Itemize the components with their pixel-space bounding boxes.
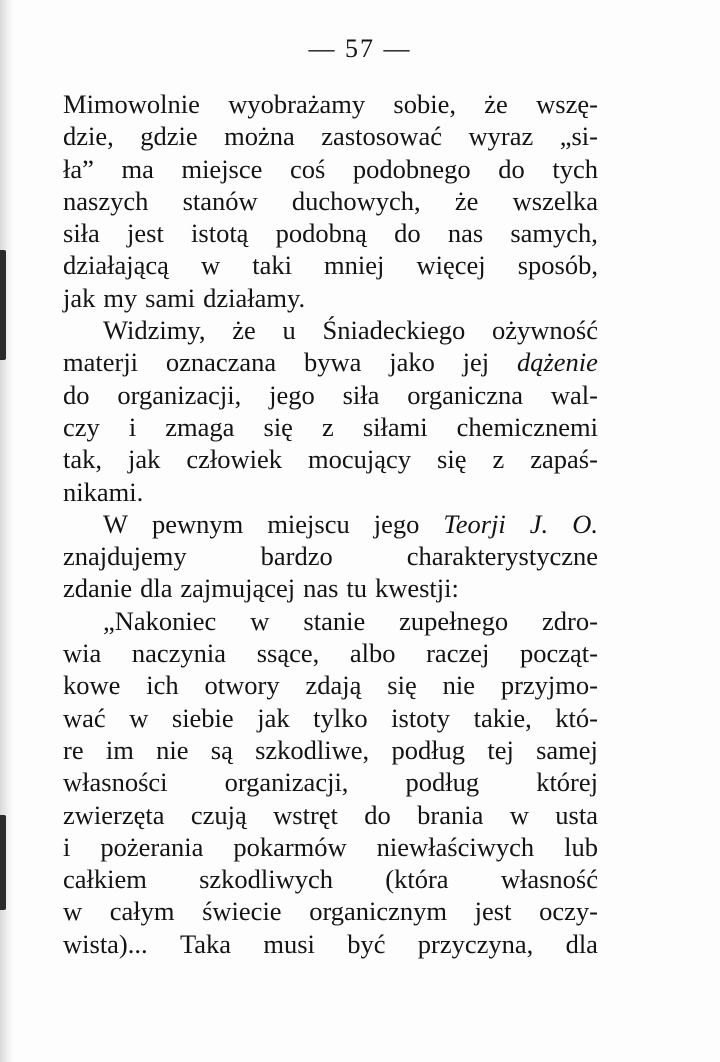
word: w bbox=[509, 799, 529, 830]
text-line bbox=[63, 282, 598, 314]
word: jako bbox=[389, 347, 435, 378]
word: ożywność bbox=[492, 315, 598, 346]
word: w bbox=[129, 702, 149, 733]
word: jak bbox=[128, 444, 161, 475]
word: u bbox=[282, 315, 296, 346]
word: wać bbox=[63, 702, 106, 733]
word: z bbox=[492, 444, 505, 475]
word: nie bbox=[442, 670, 475, 701]
word: sami bbox=[145, 282, 196, 313]
word: zmaga bbox=[165, 411, 235, 442]
text-line bbox=[63, 605, 598, 637]
word: podobnego bbox=[352, 153, 471, 184]
word: własności bbox=[63, 767, 168, 798]
word: nas bbox=[303, 573, 339, 604]
scan-edge-mark bbox=[0, 250, 6, 360]
word: szkodliwe, bbox=[255, 734, 370, 765]
word: otwory bbox=[204, 670, 280, 701]
word: wstręt bbox=[273, 799, 338, 830]
word: jej bbox=[462, 347, 490, 378]
word: świecie bbox=[202, 896, 282, 927]
word: wyobrażamy bbox=[228, 89, 366, 119]
word: szkodliwych bbox=[199, 864, 334, 895]
word: nas bbox=[447, 218, 484, 249]
word: organiczna bbox=[407, 379, 523, 410]
word: mniej bbox=[324, 250, 385, 281]
word: w bbox=[250, 605, 270, 636]
text-line bbox=[63, 928, 598, 960]
word: „Nakoniec bbox=[103, 605, 217, 636]
word: mocujący bbox=[308, 444, 412, 475]
word: niewłaściwych bbox=[376, 831, 535, 862]
word: brania bbox=[417, 799, 484, 830]
emphasized-word: J. bbox=[529, 508, 549, 539]
word: ich bbox=[146, 670, 179, 701]
word: bardzo bbox=[260, 541, 333, 572]
word: (która bbox=[385, 864, 449, 895]
text-line bbox=[63, 314, 598, 346]
word: Śniadeckiego bbox=[322, 315, 466, 346]
word: chemicznemi bbox=[456, 411, 598, 442]
text-line bbox=[63, 766, 598, 798]
word: raczej bbox=[426, 638, 490, 669]
word: znajdujemy bbox=[63, 541, 187, 572]
word: przyczyna, bbox=[417, 928, 534, 959]
text-line bbox=[63, 702, 598, 734]
word: wista)... bbox=[63, 928, 148, 959]
word: przyjmo- bbox=[500, 670, 598, 701]
emphasized-word: Teorji bbox=[443, 508, 506, 539]
text-line bbox=[63, 88, 598, 120]
word: z bbox=[322, 411, 334, 442]
word: działającą bbox=[63, 250, 169, 281]
word: re bbox=[63, 734, 84, 765]
word: do bbox=[63, 379, 90, 410]
word: sposób, bbox=[517, 250, 598, 281]
word: Taka bbox=[179, 928, 232, 959]
word: jak bbox=[63, 282, 96, 313]
word: do bbox=[394, 218, 421, 249]
scan-edge-mark bbox=[0, 815, 6, 910]
text-line bbox=[63, 831, 598, 863]
word: duchowych, bbox=[291, 185, 421, 216]
word: stanów bbox=[182, 185, 258, 216]
text-line bbox=[63, 346, 598, 378]
word: do bbox=[498, 153, 525, 184]
word: wszę- bbox=[536, 89, 598, 119]
text-line bbox=[63, 895, 598, 927]
word: gdzie bbox=[140, 121, 198, 152]
text-line bbox=[63, 185, 598, 217]
word: do bbox=[364, 799, 391, 830]
text-line bbox=[63, 411, 598, 443]
word: wyraz bbox=[468, 121, 534, 152]
word: więcej bbox=[416, 250, 486, 281]
text-line bbox=[63, 540, 598, 572]
word: zdanie bbox=[63, 573, 133, 604]
word: istotą bbox=[191, 218, 249, 249]
word: się bbox=[387, 670, 417, 701]
word: w bbox=[63, 896, 83, 927]
word: materji bbox=[63, 347, 139, 378]
word: musi bbox=[263, 928, 315, 959]
word: pożerania bbox=[100, 831, 204, 862]
text-line bbox=[63, 863, 598, 895]
word: Mimowolnie bbox=[63, 89, 200, 119]
word: zdro- bbox=[542, 605, 598, 636]
word: lub bbox=[564, 831, 598, 862]
word: dla bbox=[565, 928, 598, 959]
word: działamy. bbox=[203, 282, 306, 313]
text-line bbox=[63, 443, 598, 475]
word: miejsce bbox=[181, 153, 263, 184]
word: siłami bbox=[362, 411, 428, 442]
word: własność bbox=[500, 864, 598, 895]
word: my bbox=[103, 282, 138, 313]
word: zastosować bbox=[321, 121, 442, 152]
word: organizacji, bbox=[117, 379, 242, 410]
word: oczy- bbox=[539, 896, 598, 927]
word: się bbox=[437, 444, 467, 475]
word: tej bbox=[487, 734, 514, 765]
word: siebie bbox=[171, 702, 234, 733]
word: zapaś- bbox=[530, 444, 598, 475]
word: zwierzęta bbox=[63, 799, 165, 830]
text-line bbox=[63, 799, 598, 831]
text-line bbox=[63, 249, 598, 281]
word: tak, bbox=[63, 444, 102, 475]
word: ma bbox=[121, 153, 154, 184]
word: zupełnego bbox=[399, 605, 509, 636]
word: podobną bbox=[275, 218, 367, 249]
word: stanie bbox=[303, 605, 366, 636]
word: że bbox=[484, 89, 508, 119]
word: oznaczana bbox=[165, 347, 277, 378]
word: jest bbox=[127, 218, 164, 249]
word: człowiek bbox=[186, 444, 283, 475]
word: wia bbox=[63, 638, 102, 669]
word: nie bbox=[156, 734, 189, 765]
word: podług bbox=[391, 734, 466, 765]
text-line bbox=[63, 120, 598, 152]
word: bywa bbox=[304, 347, 362, 378]
word: pewnym bbox=[152, 508, 244, 539]
text-line bbox=[63, 508, 598, 540]
text-line bbox=[63, 217, 598, 249]
word: w bbox=[201, 250, 221, 281]
word: kowe bbox=[63, 670, 121, 701]
word: „si- bbox=[559, 121, 598, 152]
page-number: — 57 — bbox=[308, 34, 412, 63]
word: ssące, bbox=[256, 638, 320, 669]
word: organicznym bbox=[309, 896, 448, 927]
word: się bbox=[263, 411, 293, 442]
text-line bbox=[63, 637, 598, 669]
word: można bbox=[224, 121, 295, 152]
word: naszych bbox=[63, 185, 149, 216]
word: być bbox=[347, 928, 386, 959]
word: organizacji, bbox=[224, 767, 349, 798]
word: W bbox=[103, 508, 129, 539]
word: dla bbox=[140, 573, 173, 604]
word: im bbox=[105, 734, 134, 765]
word: miejscu bbox=[267, 508, 350, 539]
word: wszelka bbox=[512, 185, 598, 216]
word: Widzimy, bbox=[103, 315, 206, 346]
word: jak bbox=[257, 702, 290, 733]
word: począt- bbox=[519, 638, 598, 669]
word: coś bbox=[289, 153, 326, 184]
word: i bbox=[63, 831, 71, 862]
word: samych, bbox=[510, 218, 598, 249]
text-line bbox=[63, 669, 598, 701]
word: ła” bbox=[63, 153, 94, 184]
word: siła bbox=[342, 379, 380, 410]
word: samej bbox=[536, 734, 598, 765]
word: zajmującej bbox=[180, 573, 296, 604]
word: usta bbox=[555, 799, 598, 830]
text-line bbox=[63, 572, 598, 604]
word: której bbox=[536, 767, 598, 798]
word: kwestji: bbox=[374, 573, 459, 604]
word: istoty bbox=[391, 702, 451, 733]
body-text bbox=[63, 88, 598, 960]
word: dzie, bbox=[63, 121, 114, 152]
text-line bbox=[63, 153, 598, 185]
word: taki bbox=[252, 250, 292, 281]
word: tych bbox=[552, 153, 598, 184]
word: czy bbox=[63, 411, 100, 442]
word: całkiem bbox=[63, 864, 147, 895]
word: tu bbox=[346, 573, 367, 604]
word: całym bbox=[109, 896, 175, 927]
word: wal- bbox=[550, 379, 598, 410]
word: sobie, bbox=[393, 89, 456, 119]
emphasized-word: dążenie bbox=[516, 347, 598, 378]
word: że bbox=[454, 185, 479, 216]
word: siła bbox=[63, 218, 100, 249]
word: są bbox=[210, 734, 233, 765]
word: tylko bbox=[313, 702, 368, 733]
word: jest bbox=[474, 896, 512, 927]
word: takie, bbox=[473, 702, 532, 733]
word: czują bbox=[190, 799, 247, 830]
word: jego bbox=[373, 508, 420, 539]
word: i bbox=[128, 411, 137, 442]
word: jego bbox=[269, 379, 315, 410]
word: nikami. bbox=[63, 476, 144, 507]
word: albo bbox=[349, 638, 396, 669]
text-line bbox=[63, 379, 598, 411]
word: zdają bbox=[305, 670, 362, 701]
text-line bbox=[63, 734, 598, 766]
emphasized-word: O. bbox=[572, 508, 598, 539]
word: któ- bbox=[555, 702, 598, 733]
word: podług bbox=[405, 767, 480, 798]
text-line bbox=[63, 476, 598, 508]
word: charakterystyczne bbox=[406, 541, 598, 572]
word: że bbox=[232, 315, 256, 346]
word: pokarmów bbox=[233, 831, 347, 862]
word: naczynia bbox=[131, 638, 227, 669]
